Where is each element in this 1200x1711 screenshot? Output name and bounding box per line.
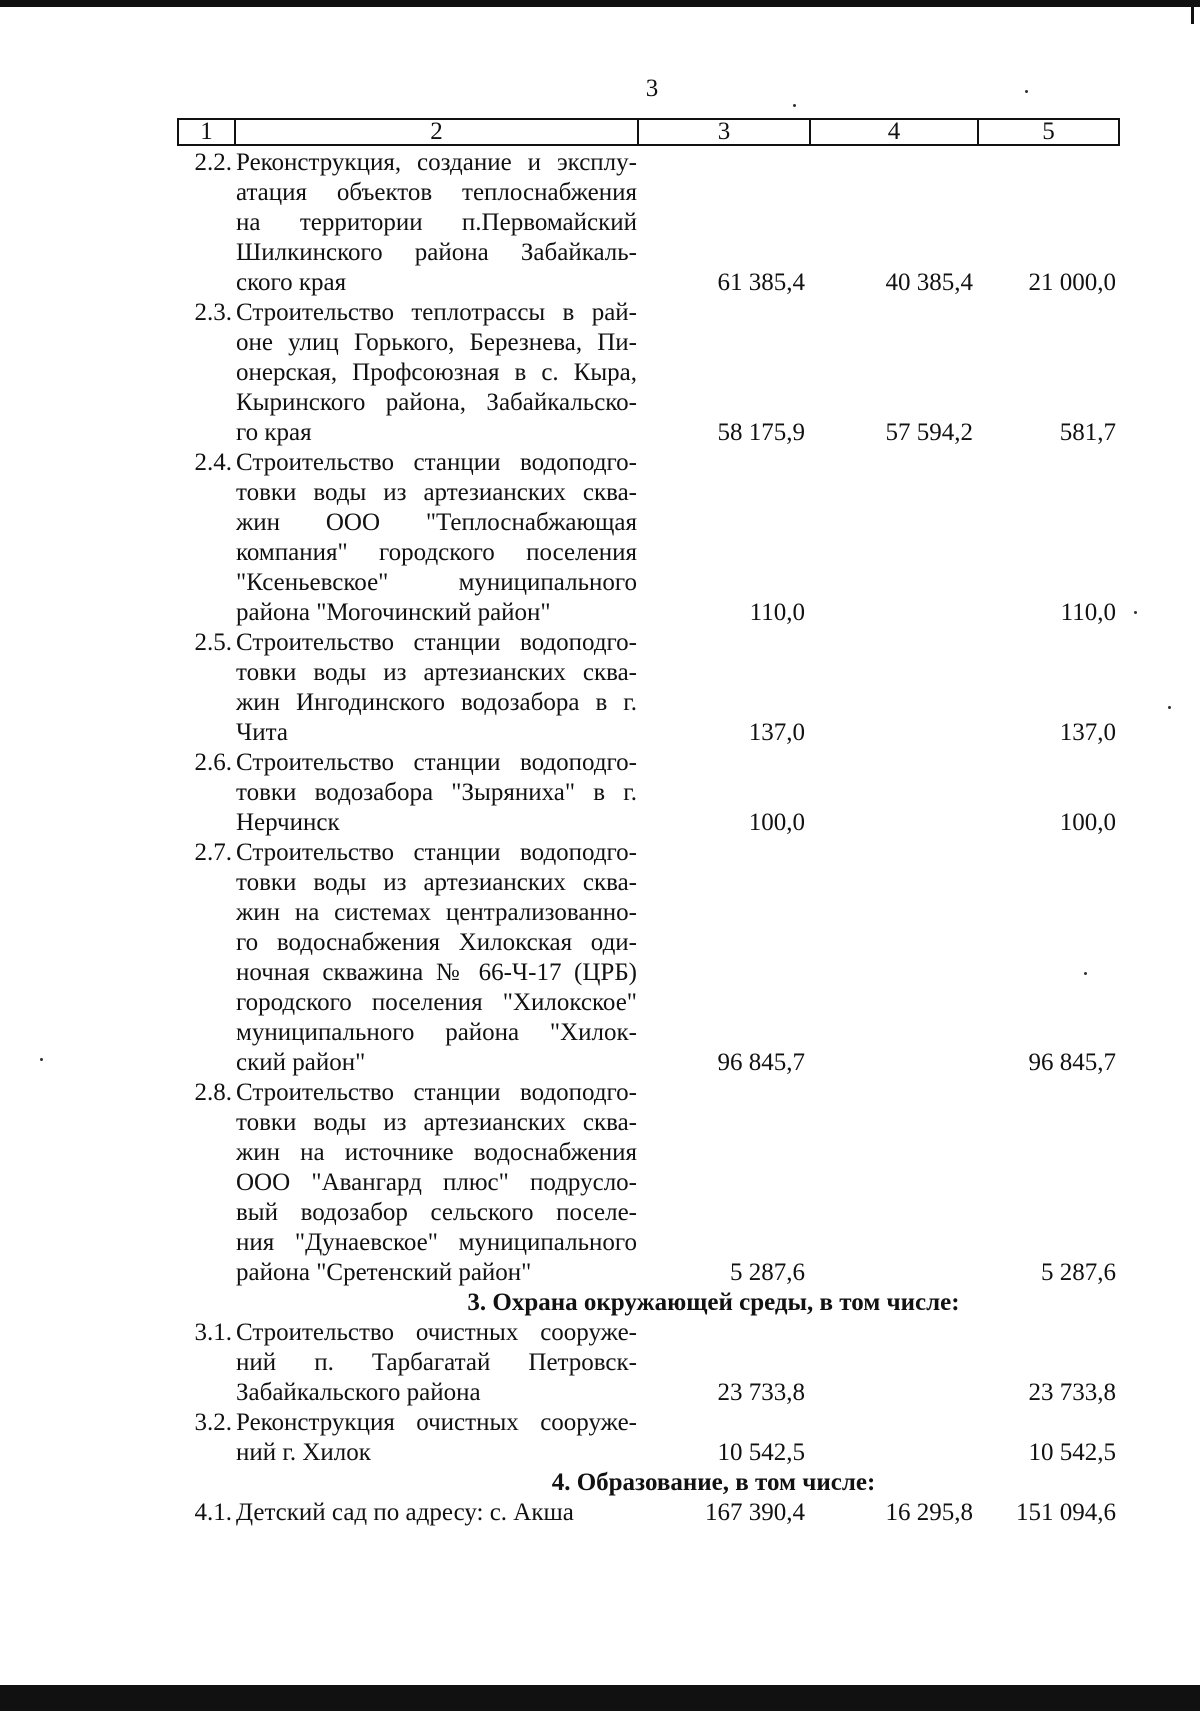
item-description	[234, 1498, 637, 1528]
item-description	[234, 838, 637, 1078]
description-line: Чита	[236, 719, 288, 746]
description-line: ского края	[236, 269, 347, 296]
value-column-3: 5 287,6	[730, 1259, 805, 1286]
item-description	[234, 1078, 637, 1288]
value-column-5: 23 733,8	[1028, 1379, 1116, 1406]
description-line: района "Могочинский район"	[236, 599, 551, 626]
scan-speck	[40, 1058, 43, 1061]
section-heading: 3. Охрана окружающей среды, в том числе:	[467, 1289, 960, 1316]
description-line: муниципального района "Хилок-	[236, 1019, 637, 1046]
section-heading: 4. Образование, в том числе:	[551, 1469, 876, 1496]
description-line: Забайкальского района	[236, 1379, 481, 1406]
item-description	[234, 1408, 637, 1468]
value-column-3: 61 385,4	[717, 269, 805, 296]
table-row	[177, 838, 1120, 1078]
table-row	[177, 448, 1120, 628]
table-row	[177, 1318, 1120, 1408]
description-line: ООО "Авангард плюс" подрусло-	[236, 1169, 637, 1196]
description-line: товки воды из артезианских сква-	[236, 479, 637, 506]
description-line: товки воды из артезианских сква-	[236, 869, 637, 896]
item-number: 2.2.	[194, 149, 232, 176]
item-description	[234, 748, 637, 838]
value-column-4: 40 385,4	[885, 269, 973, 296]
description-line: товки воды из артезианских сква-	[236, 659, 637, 686]
description-line: товки водозабора "Зыряниха" в г.	[236, 779, 637, 806]
item-description	[234, 448, 637, 628]
description-line: ский район"	[236, 1049, 366, 1076]
description-line: компания" городского поселения	[236, 539, 637, 566]
item-description	[234, 628, 637, 748]
value-column-5: 5 287,6	[1041, 1259, 1116, 1286]
value-column-3: 10 542,5	[717, 1439, 805, 1466]
value-column-3: 96 845,7	[717, 1049, 805, 1076]
description-line: вый водозабор сельского поселе-	[236, 1199, 637, 1226]
item-number: 4.1.	[194, 1499, 232, 1526]
item-number: 2.6.	[194, 749, 232, 776]
value-column-5: 100,0	[1059, 809, 1116, 836]
item-number: 3.1.	[194, 1319, 232, 1346]
value-column-5: 581,7	[1059, 419, 1116, 446]
scan-speck	[1134, 611, 1137, 614]
description-line: "Ксеньевское" муниципального	[236, 569, 637, 596]
table-row	[177, 1498, 1120, 1528]
scan-border-top	[0, 0, 1200, 7]
page-number: 3	[645, 75, 659, 102]
value-column-4: 16 295,8	[885, 1499, 973, 1526]
description-line: Реконструкция, создание и эксплу-	[236, 149, 637, 176]
table-row	[177, 298, 1120, 448]
item-number: 3.2.	[194, 1409, 232, 1436]
description-line: Детский сад по адресу: с. Акша	[236, 1499, 574, 1526]
description-line: района "Сретенский район"	[236, 1259, 532, 1286]
description-line: Шилкинского района Забайкаль-	[236, 239, 637, 266]
item-number: 2.7.	[194, 839, 232, 866]
description-line: жин на источнике водоснабжения	[236, 1139, 637, 1166]
description-line: ний п. Тарбагатай Петровск-	[236, 1349, 637, 1376]
column-header: 5	[1042, 118, 1055, 145]
description-line: Строительство теплотрассы в рай-	[236, 299, 637, 326]
scan-speck	[1025, 90, 1028, 93]
value-column-5: 137,0	[1059, 719, 1116, 746]
description-line: товки воды из артезианских сква-	[236, 1109, 637, 1136]
item-description	[234, 148, 637, 298]
value-column-5: 21 000,0	[1028, 269, 1116, 296]
value-column-5: 110,0	[1060, 599, 1116, 626]
description-line: Кыринского района, Забайкальско-	[236, 389, 637, 416]
description-line: го края	[236, 419, 312, 446]
table-row	[177, 748, 1120, 838]
table-row	[177, 628, 1120, 748]
column-header: 4	[811, 120, 979, 144]
description-line: ний г. Хилок	[236, 1439, 371, 1466]
description-line: онерская, Профсоюзная в с. Кыра,	[236, 359, 637, 386]
table-row	[177, 148, 1120, 298]
description-line: Строительство очистных сооруже-	[236, 1319, 637, 1346]
scan-border-bottom	[0, 1685, 1200, 1711]
description-line: ночная скважина № 66-Ч-17 (ЦРБ)	[236, 959, 637, 986]
value-column-4: 57 594,2	[885, 419, 973, 446]
table-row	[177, 1408, 1120, 1468]
value-column-3: 58 175,9	[717, 419, 805, 446]
scan-speck	[793, 104, 796, 107]
item-number: 2.3.	[194, 299, 232, 326]
item-description	[234, 1318, 637, 1408]
item-number: 2.5.	[194, 629, 232, 656]
table-row	[177, 1078, 1120, 1288]
description-line: жин Ингодинского водозабора в г.	[236, 689, 637, 716]
table-body	[177, 148, 1120, 1528]
item-number: 2.4.	[194, 449, 232, 476]
value-column-3: 110,0	[749, 599, 805, 626]
scan-mark-right	[1191, 0, 1194, 24]
scan-speck	[1168, 706, 1171, 709]
description-line: Реконструкция очистных сооруже-	[236, 1409, 637, 1436]
value-column-3: 167 390,4	[705, 1499, 805, 1526]
description-line: Строительство станции водоподго-	[236, 449, 637, 476]
value-column-3: 23 733,8	[717, 1379, 805, 1406]
value-column-3: 100,0	[748, 809, 805, 836]
description-line: жин на системах централизованно-	[236, 899, 637, 926]
item-number: 2.8.	[194, 1079, 232, 1106]
description-line: го водоснабжения Хилокская оди-	[236, 929, 637, 956]
value-column-3: 137,0	[748, 719, 805, 746]
item-description	[234, 298, 637, 448]
value-column-5: 10 542,5	[1028, 1439, 1116, 1466]
column-header: 3	[639, 120, 811, 144]
column-header: 2	[236, 120, 639, 144]
description-line: жин ООО "Теплоснабжающая	[236, 509, 637, 536]
column-header: 1	[179, 120, 236, 144]
description-line: городского поселения "Хилокское"	[236, 989, 637, 1016]
description-line: Строительство станции водоподго-	[236, 839, 637, 866]
value-column-5: 151 094,6	[1016, 1499, 1116, 1526]
description-line: Строительство станции водоподго-	[236, 749, 637, 776]
description-line: атация объектов теплоснабжения	[236, 179, 637, 206]
description-line: ния "Дунаевское" муниципального	[236, 1229, 637, 1256]
description-line: Нерчинск	[236, 809, 340, 836]
table-header	[177, 118, 1120, 146]
description-line: оне улиц Горького, Березнева, Пи-	[236, 329, 637, 356]
value-column-5: 96 845,7	[1028, 1049, 1116, 1076]
description-line: на территории п.Первомайский	[236, 209, 637, 236]
description-line: Строительство станции водоподго-	[236, 1079, 637, 1106]
description-line: Строительство станции водоподго-	[236, 629, 637, 656]
